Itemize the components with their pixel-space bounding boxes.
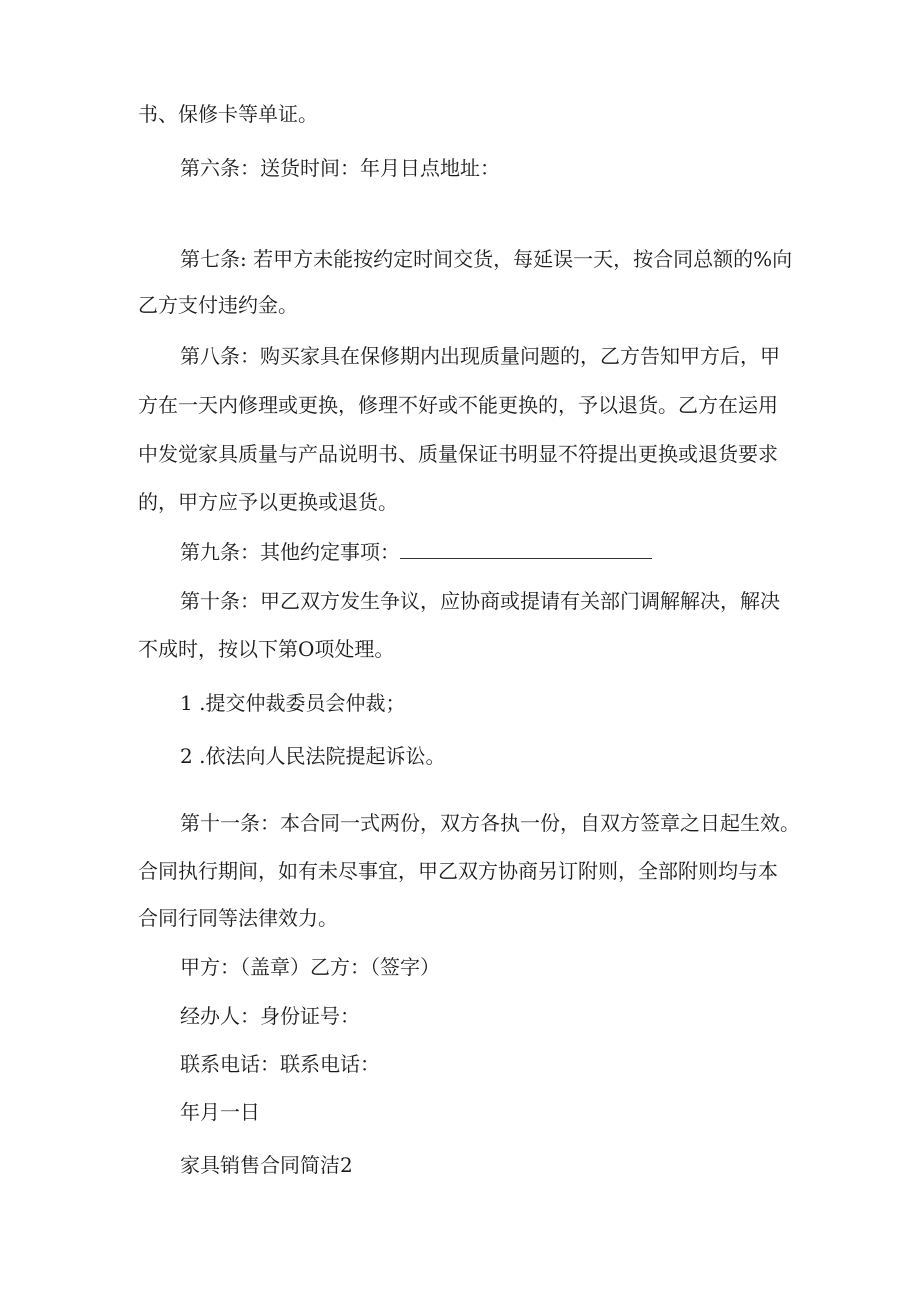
text-line: 合同行同等法律效力。 (138, 906, 338, 930)
text-line: 第七条: 若甲方未能按约定时间交货，每延误一天，按合同总额的%向 (180, 247, 793, 271)
text-line: 的，甲方应予以更换或退货。 (138, 490, 398, 514)
date-line: 年月一日 (180, 1100, 260, 1124)
text-line: 第九条：其他约定事项： (180, 540, 400, 564)
text-line: 第十条：甲乙双方发生争议，应协商或提请有关部门调解解决，解决 (180, 589, 780, 613)
text-line: 第六条：送货时间：年月日点地址： (180, 156, 500, 180)
text-line: 第十一条：本合同一式两份，双方各执一份，自双方签章之日起生效。 (180, 811, 800, 835)
list-item: 1 .提交仲裁委员会仲裁； (180, 691, 406, 715)
text-line: 不成时，按以下第O项处理。 (138, 637, 395, 661)
text-line: 方在一天内修理或更换，修理不好或不能更换的，予以退货。乙方在运用 (138, 393, 778, 417)
text-line: 合同执行期间，如有未尽事宜，甲乙双方协商另订附则，全部附则均与本 (138, 859, 778, 883)
section-title: 家具销售合同简洁2 (180, 1153, 353, 1177)
clause-nine (180, 538, 652, 566)
text-line: 乙方支付违约金。 (138, 293, 298, 317)
blank-underline (400, 538, 652, 559)
text-line: 中发觉家具质量与产品说明书、质量保证书明显不符提出更换或退货要求 (138, 442, 778, 466)
signature-line: 甲方：（盖章）乙方：（签字） (180, 955, 440, 979)
text-line: 第八条：购买家具在保修期内出现质量问题的，乙方告知甲方后，甲 (180, 344, 780, 368)
text-line: 经办人：身份证号： (180, 1004, 360, 1028)
text-line: 书、保修卡等单证。 (138, 102, 318, 126)
text-line: 联系电话：联系电话： (180, 1052, 380, 1076)
list-item: 2 .依法向人民法院提起诉讼。 (180, 744, 446, 768)
